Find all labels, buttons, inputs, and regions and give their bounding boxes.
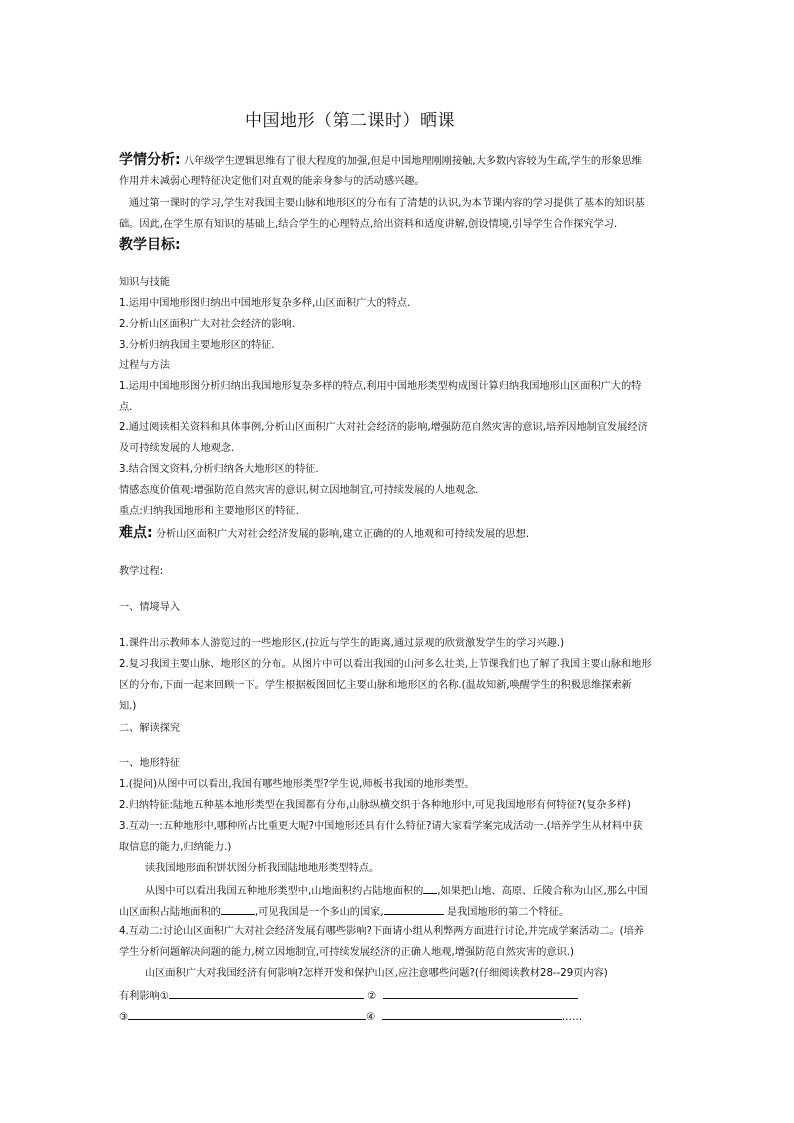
difficulty (119, 526, 679, 542)
fill-text: 是我国地形的第二个特征。 (446, 907, 570, 918)
list-item: 3.分析归纳我国主要地形区的特征. (119, 340, 275, 351)
analysis-paragraph-1 (119, 153, 679, 169)
list-item: 学生分析问题解决问题的能力,树立因地制宜,可持续发展经济的正确人地观,增强防范自然灾害的意识.) (119, 947, 574, 958)
answer-blank[interactable] (383, 988, 578, 999)
circle-number: ④ (366, 1012, 376, 1023)
ellipsis: …… (561, 1012, 583, 1023)
subsection-heading: 一、地形特征 (119, 758, 181, 769)
list-item: 及可持续发展的人地观念. (119, 443, 235, 454)
fill-in-line-2 (119, 904, 679, 920)
analysis-heading: 学情分析: (119, 152, 181, 168)
reading-instruction: 读我国地形面积饼状图分析我国陆地地形类型特点。 (145, 863, 380, 874)
analysis-text: 八年级学生逻辑思维有了很大程度的加强,但是中国地理刚刚接触,大多数内容较为生疏,学生的形象思维 (183, 156, 642, 167)
goals-heading: 教学目标: (119, 237, 181, 253)
difficulty-text: 分析山区面积广大对社会经济发展的影响,建立正确的的人地观和可持续发展的思想. (155, 529, 530, 540)
process-title: 过程与方法 (119, 360, 170, 371)
answer-blank[interactable] (384, 904, 444, 915)
list-item: 3.互动一:五种地形中,哪种所占比重更大呢?中国地形还具有什么特征?请大家看学案完成活动一.(培养学生从材料中获 (119, 821, 643, 832)
list-item: 2.通过阅读相关资料和具体事例,分析山区面积广大对社会经济的影响,增强防范自然灾害的意识,培养因地制宜发展经济 (119, 422, 648, 433)
list-item: 1.课件出示教师本人游览过的一些地形区,(拉近与学生的距离,通过景观的欣赏激发学生的学习兴趣.) (119, 638, 565, 649)
list-item: 2.分析山区面积广大对社会经济的影响. (119, 319, 295, 330)
list-item: 1.运用中国地形图归纳出中国地形复杂多样,山区面积广大的特点. (119, 298, 411, 309)
fill-text: 山区面积占陆地面积的 (119, 907, 221, 918)
list-item: 点. (119, 402, 133, 413)
section-heading: 二、解读探究 (119, 723, 181, 734)
key-point: 重点:归纳我国地形和主要地形区的特征. (119, 506, 299, 517)
fill-text: 从图中可以看出我国五种地形类型中,山地面积约占陆地面积的 (145, 886, 424, 897)
fill-text: ,如果把山地、高原、丘陵合称为山区,那么中国 (437, 886, 648, 897)
circle-number: ① (159, 991, 169, 1002)
list-item: 2.复习我国主要山脉、地形区的分布。从图片中可以看出我国的山河多么壮美,上节课我们也了解了我国主要山脉和地形 (119, 659, 652, 670)
answer-blank[interactable] (221, 904, 255, 915)
discussion-question: 山区面积广大对我国经济有何影响?怎样开发和保护山区,应注意哪些问题?(仔细阅读教材28--29页内容) (145, 968, 608, 979)
answer-row-1 (119, 988, 679, 1004)
answer-row-2 (119, 1009, 679, 1025)
analysis-line: 础。因此,在学生原有知识的基础上,结合学生的心理特点,给出资料和适度讲解,创设情境,引导学生合作探究学习. (119, 219, 618, 230)
analysis-line: 作用并未减弱心理特征决定他们对直观的能亲身参与的活动感兴趣。 (119, 176, 425, 187)
answer-blank[interactable] (169, 988, 364, 999)
emotion-goal: 情感态度价值观:增强防范自然灾害的意识,树立因地制宜,可持续发展的人地观念. (119, 485, 479, 496)
fill-in-line-1 (119, 883, 705, 899)
list-item: 知.) (119, 701, 137, 712)
fill-text: ,可见我国是一个多山的国家, (254, 907, 384, 918)
list-item: 1.(提问)从图中可以看出,我国有哪些地形类型?学生说,师板书我国的地形类型。 (119, 779, 475, 790)
difficulty-label: 难点: (119, 525, 153, 541)
list-item: 区的分布,下面一起来回顾一下。学生根据板图回忆主要山脉和地形区的名称.(温故知新,唤醒学生的积极思维探索新 (119, 680, 632, 691)
circle-number: ② (367, 991, 377, 1002)
answer-blank[interactable] (382, 1009, 562, 1020)
page-title: 中国地形（第二课时）晒课 (245, 111, 455, 131)
list-item: 2.归纳特征:陆地五种基本地形类型在我国都有分布,山脉纵横交织于各种地形中,可见我国地形有何特征?(复杂多样) (119, 800, 631, 811)
answer-blank[interactable] (128, 1009, 366, 1020)
knowledge-title: 知识与技能 (119, 277, 170, 288)
favorable-label: 有利影响 (119, 991, 160, 1002)
list-item: 4.互动二:讨论山区面积广大对社会经济发展有哪些影响?下面请小组从利弊两方面进行讨论,并完成学案活动二。(培养 (119, 926, 644, 937)
list-item: 1.运用中国地形图分析归纳出我国地形复杂多样的特点,利用中国地形类型构成图计算归纳我国地形山区面积广大的特 (119, 381, 642, 392)
list-item: 取信息的能力,归纳能力.) (119, 842, 232, 853)
list-item: 3.结合图文资料,分析归纳各大地形区的特征. (119, 464, 319, 475)
section-heading: 一、情境导入 (119, 602, 181, 613)
answer-blank[interactable] (423, 883, 437, 894)
analysis-line: 通过第一课时的学习,学生对我国主要山脉和地形区的分布有了清楚的认识,为本节课内容的学习提供了基本的知识基 (129, 198, 645, 209)
circle-number: ③ (119, 1012, 129, 1023)
process-heading: 教学过程: (119, 566, 164, 577)
